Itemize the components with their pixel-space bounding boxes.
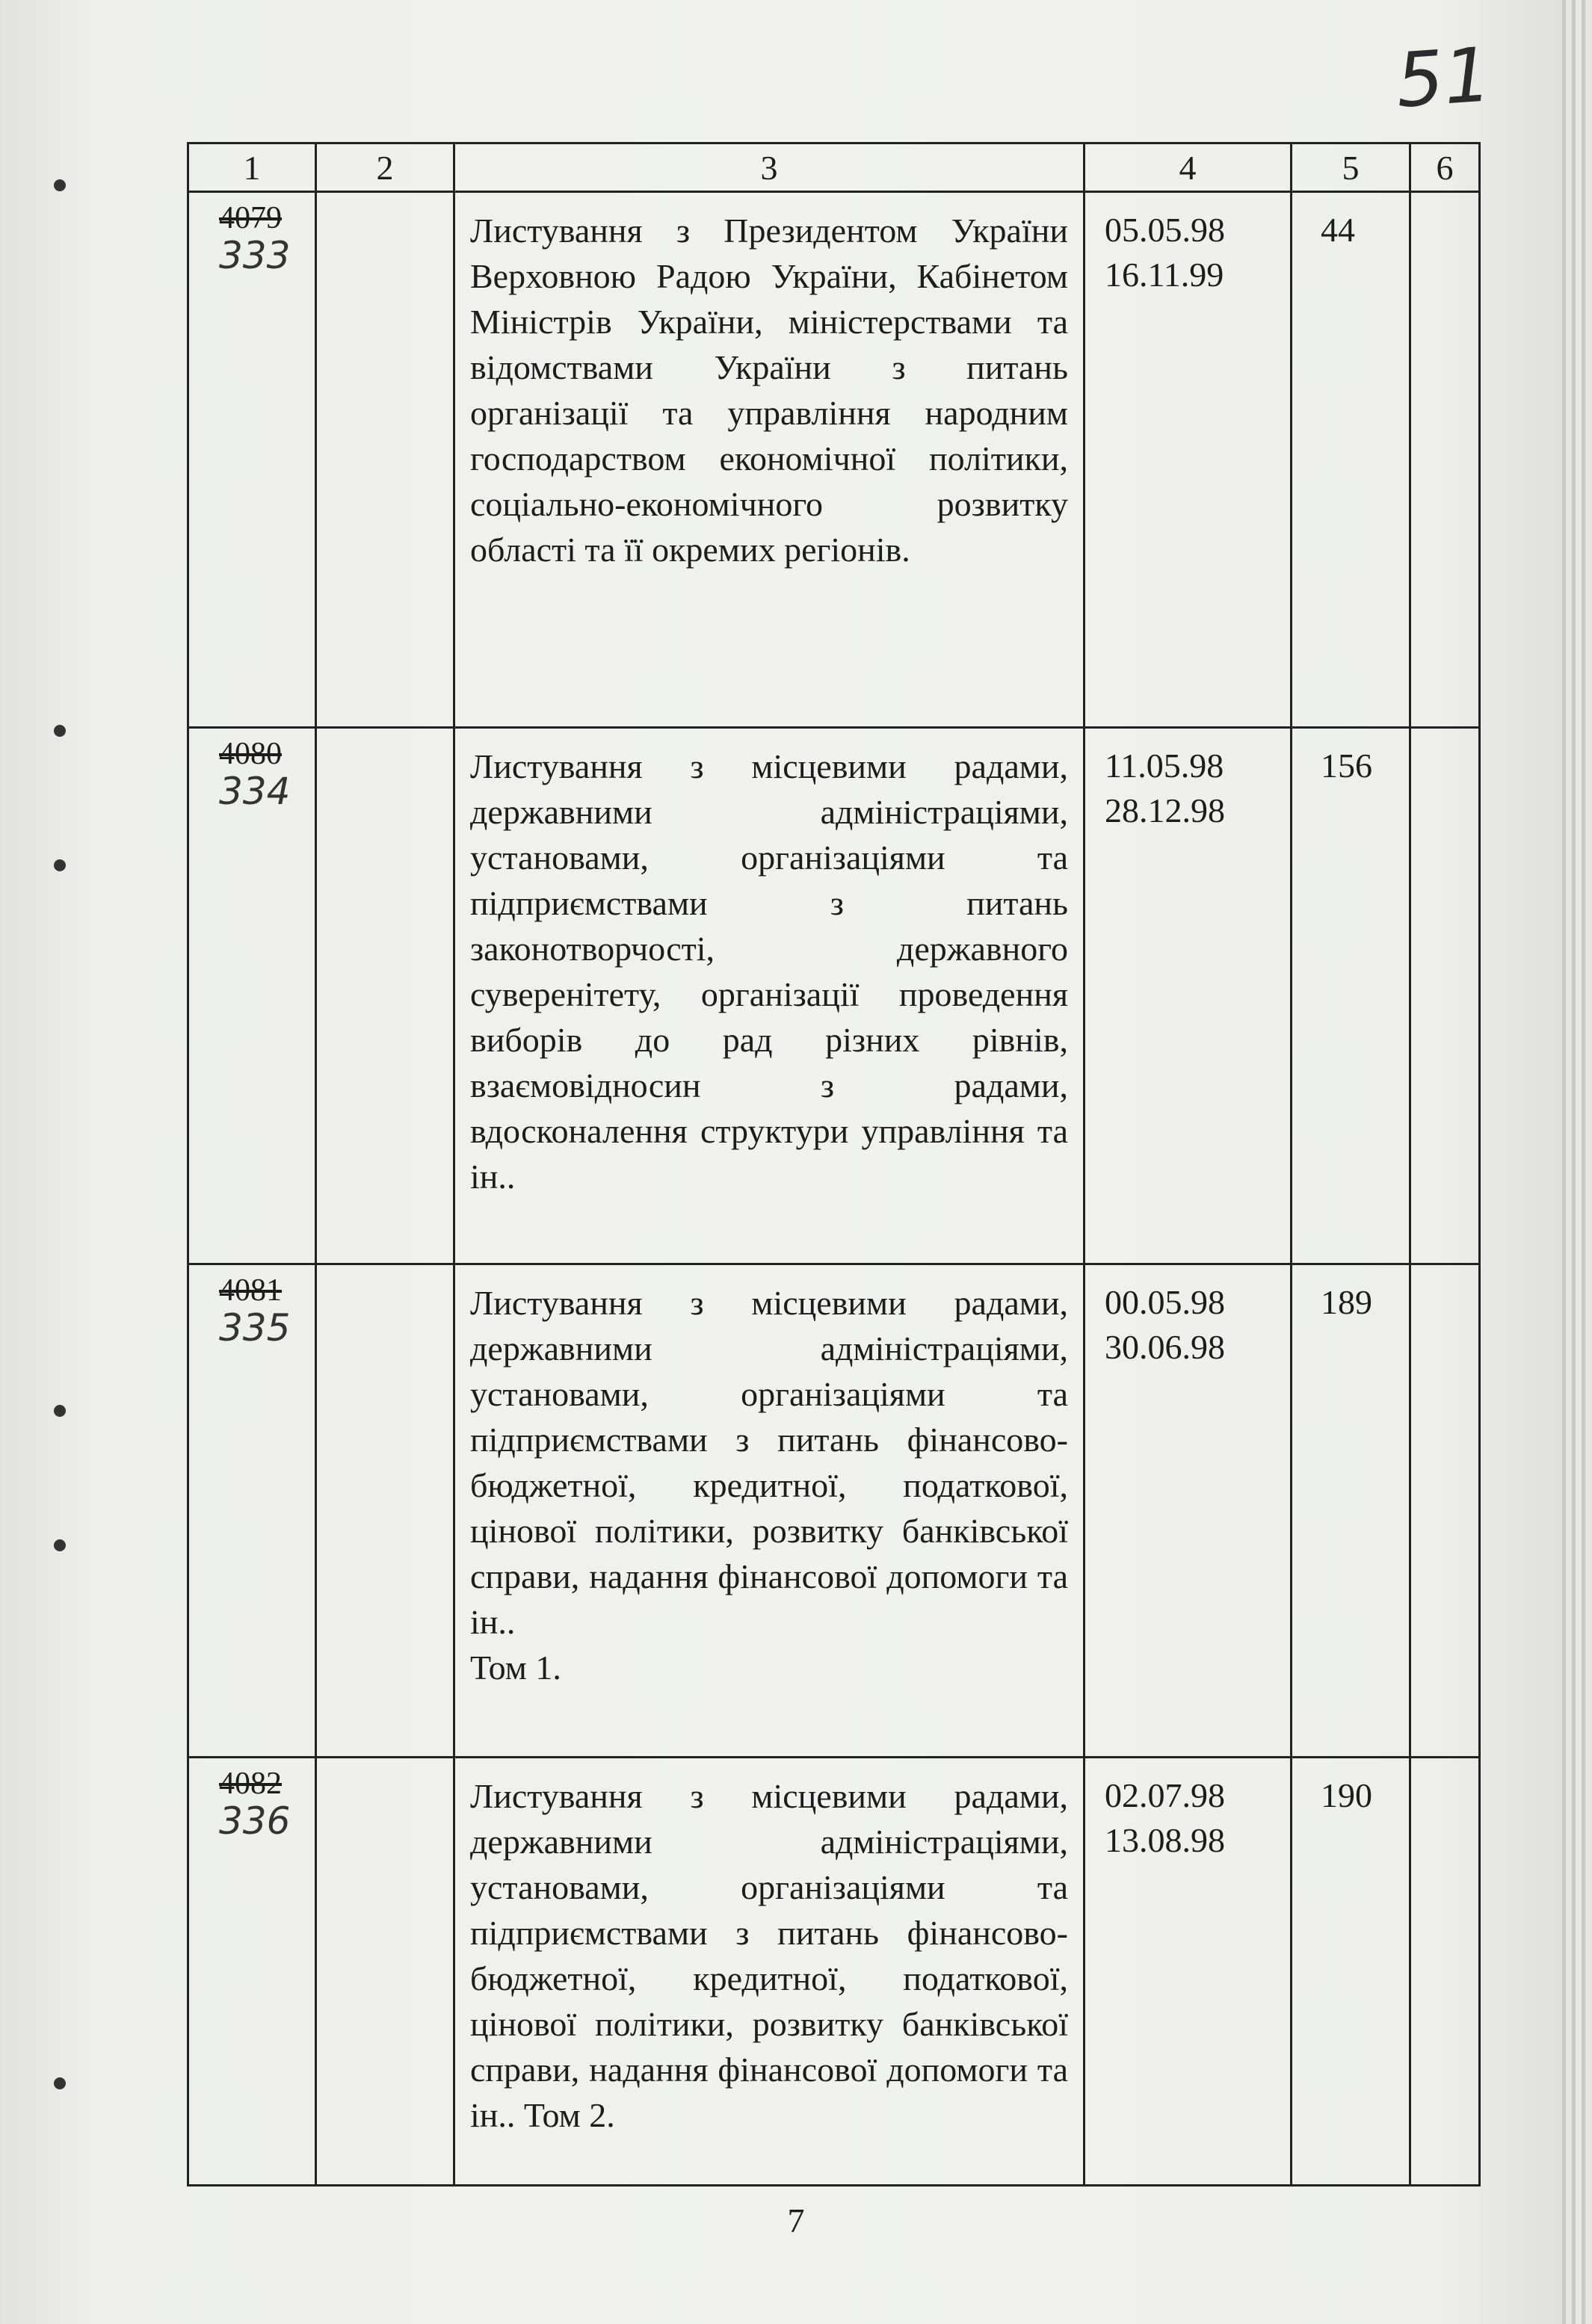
page-edge <box>1572 0 1576 2324</box>
case-title: Листування з місцевими радами, державними адміністраціями, установами, організаціями та підприємствами з питань законотворчості, державного суверенітету, організації проведення виборів до рад різних рівнів, взаємовідносин з радами, вдосконалення структури управління та ін.. <box>470 747 1068 1196</box>
case-title-cell <box>454 192 1085 728</box>
date-end: 13.08.98 <box>1105 1821 1225 1859</box>
new-case-number: 333 <box>219 234 291 277</box>
column-2-cell <box>316 192 454 728</box>
case-title: Листування з Президентом України Верховною Радою України, Кабінетом Міністрів України, міністерствами та відомствами України з питань організації та управління народним господарством економічної політики, соціально-економічного розвитку області та її окремих регіонів. <box>470 211 1068 569</box>
new-case-number: 335 <box>219 1306 291 1350</box>
page-edge <box>1562 0 1566 2324</box>
binding-hole <box>54 179 66 191</box>
case-dates-cell <box>1085 728 1292 1264</box>
column-2-cell <box>316 728 454 1264</box>
table-row <box>188 1264 1480 1758</box>
column-header: 1 <box>188 143 316 192</box>
case-volume: Том 1. <box>470 1648 561 1687</box>
date-end: 30.06.98 <box>1105 1328 1225 1366</box>
binding-hole <box>54 2077 66 2089</box>
binding-hole <box>54 1539 66 1551</box>
table-row <box>188 728 1480 1264</box>
handwritten-sheet-number: 51 <box>1393 31 1495 125</box>
old-case-number: 4082 <box>219 1767 282 1801</box>
date-start: 05.05.98 <box>1105 211 1225 249</box>
case-title-cell <box>454 1758 1085 2186</box>
sheet-count-cell: 190 <box>1292 1758 1410 2186</box>
binding-hole <box>54 1405 66 1417</box>
case-title: Листування з місцевими радами, державними адміністраціями, установами, організаціями та підприємствами з питань фінансово-бюджетної, кредитної, податкової, цінової політики, розвитку банківської справи, надання фінансової допомоги та ін.. <box>470 1284 1068 1641</box>
old-case-number: 4080 <box>219 737 282 771</box>
case-title-cell <box>454 1264 1085 1758</box>
notes-cell <box>1410 728 1480 1264</box>
column-header-row <box>188 143 1480 192</box>
new-case-number: 334 <box>219 770 291 813</box>
sheet-count-cell: 189 <box>1292 1264 1410 1758</box>
page-edge <box>1582 0 1585 2324</box>
old-case-number: 4079 <box>219 201 282 235</box>
binding-hole <box>54 725 66 737</box>
sheet-count-cell: 44 <box>1292 192 1410 728</box>
page-number: 7 <box>787 2201 805 2240</box>
column-2-cell <box>316 1264 454 1758</box>
notes-cell <box>1410 1264 1480 1758</box>
column-header: 3 <box>454 143 1085 192</box>
column-header: 4 <box>1085 143 1292 192</box>
case-dates-cell <box>1085 1264 1292 1758</box>
register-table <box>187 142 1481 2187</box>
case-title: Листування з місцевими радами, державними адміністраціями, установами, організаціями та підприємствами з питань фінансово-бюджетної, кредитної, податкової, цінової політики, розвитку банківської справи, надання фінансової допомоги та ін.. Том 2. <box>470 1777 1068 2134</box>
case-number-cell <box>188 192 316 728</box>
old-case-number: 4081 <box>219 1273 282 1308</box>
case-dates-cell <box>1085 1758 1292 2186</box>
date-end: 16.11.99 <box>1105 256 1224 294</box>
notes-cell <box>1410 192 1480 728</box>
case-number-cell <box>188 728 316 1264</box>
table-row <box>188 1758 1480 2186</box>
case-title-cell <box>454 728 1085 1264</box>
binding-hole <box>54 859 66 871</box>
case-number-cell <box>188 1758 316 2186</box>
case-number-cell <box>188 1264 316 1758</box>
date-end: 28.12.98 <box>1105 791 1225 829</box>
date-start: 00.05.98 <box>1105 1283 1225 1321</box>
date-start: 11.05.98 <box>1105 747 1224 785</box>
column-header: 5 <box>1292 143 1410 192</box>
notes-cell <box>1410 1758 1480 2186</box>
column-header: 2 <box>316 143 454 192</box>
table-row <box>188 192 1480 728</box>
new-case-number: 336 <box>219 1799 291 1843</box>
column-2-cell <box>316 1758 454 2186</box>
case-dates-cell <box>1085 192 1292 728</box>
sheet-count-cell: 156 <box>1292 728 1410 1264</box>
date-start: 02.07.98 <box>1105 1776 1225 1814</box>
column-header: 6 <box>1410 143 1480 192</box>
